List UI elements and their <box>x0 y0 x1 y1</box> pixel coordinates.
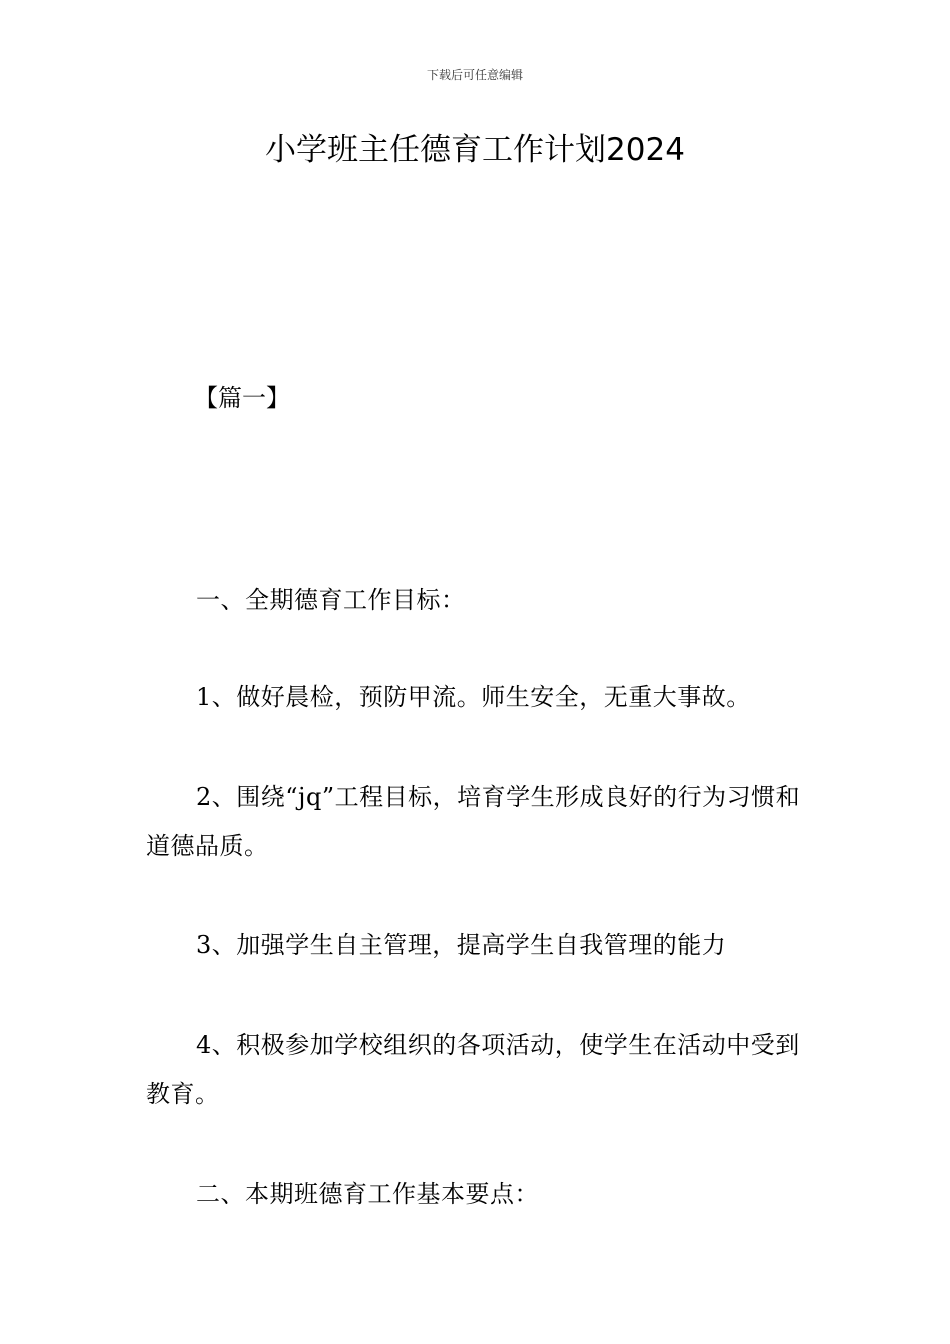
header-note: 下载后可任意编辑 <box>426 68 523 82</box>
paragraph-goals-heading: 一、全期德育工作目标： <box>196 586 466 614</box>
page-title: 小学班主任德育工作计划2024 <box>265 132 685 168</box>
section-label: 【篇一】 <box>194 384 290 412</box>
paragraph-item-4: 4、积极参加学校组织的各项活动，使学生在活动中受到教育。 <box>146 1031 800 1108</box>
paragraph-item-3: 3、加强学生自主管理，提高学生自我管理的能力 <box>196 931 727 959</box>
paragraph-item-2: 2、围绕“jq”工程目标，培育学生形成良好的行为习惯和道德品质。 <box>146 783 801 860</box>
paragraph-item-1: 1、做好晨检，预防甲流。师生安全，无重大事故。 <box>196 683 751 711</box>
paragraph-points-heading: 二、本期班德育工作基本要点： <box>196 1180 539 1208</box>
